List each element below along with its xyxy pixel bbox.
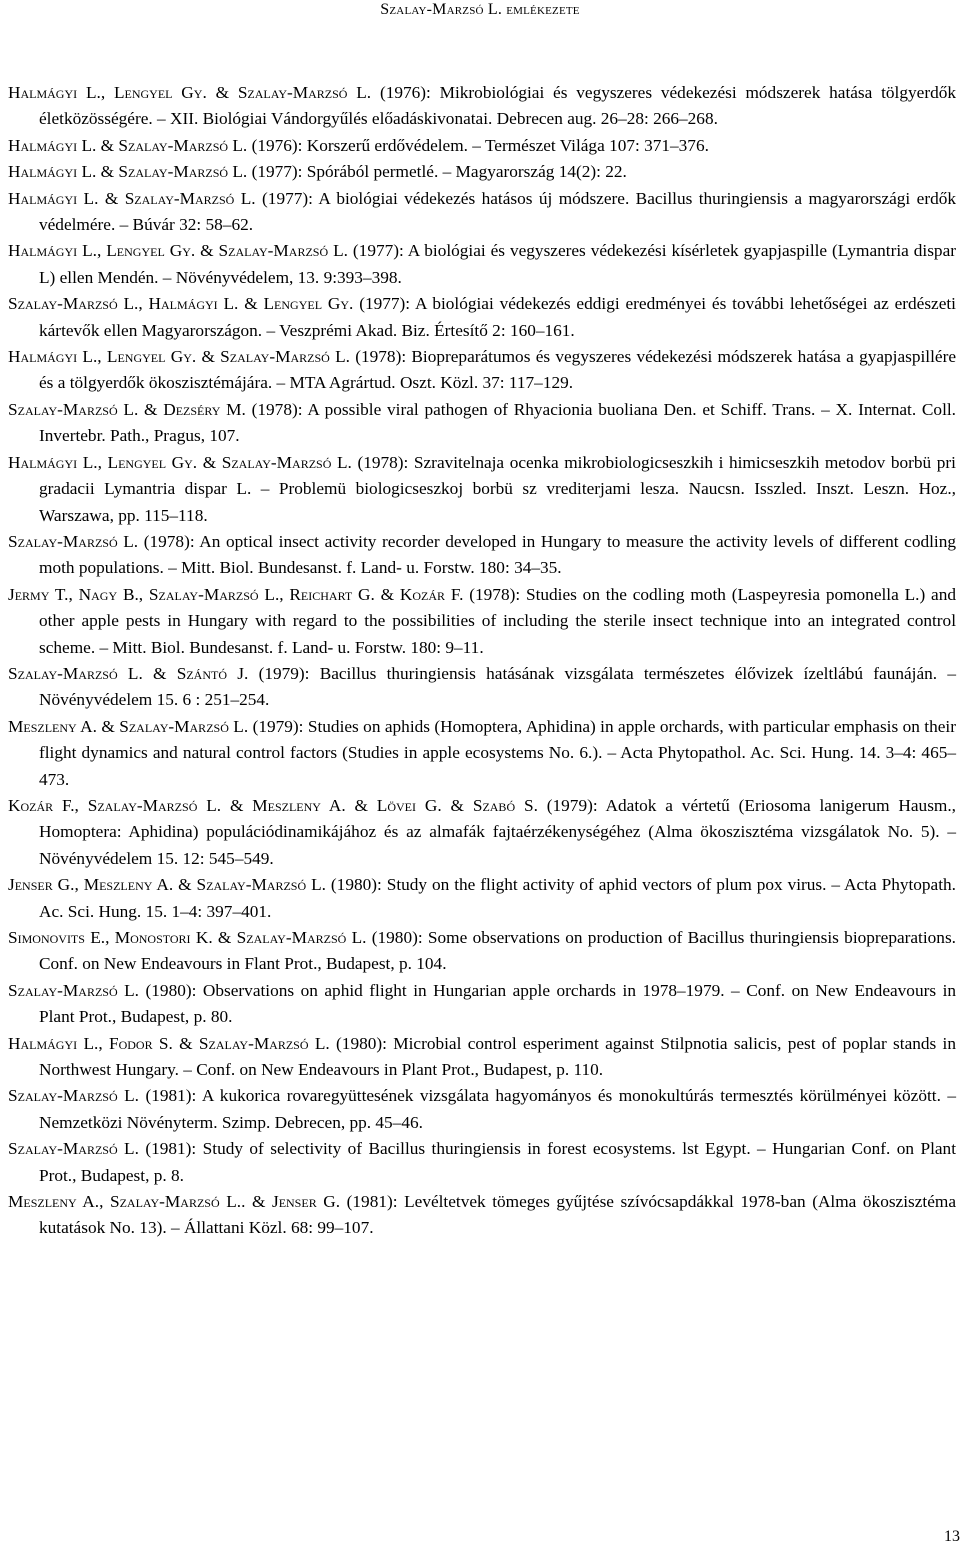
reference-text: (1981): A kukorica rovaregyüttesének vizsgálata hagyományos és monokultúrás termesztés körülményei között. – Nemzetközi Növényterm. Szimp. Debrecen, pp. 45–46. [39,1086,957,1132]
reference-authors: Jermy T., Nagy B., Szalay-Marzsó L., Reichart G. & Kozár F. [8,584,464,604]
reference-text: (1978): An optical insect activity recorder developed in Hungary to measure the activity levels of different codling moth populations. – Mitt. Biol. Bundesanst. f. Land- u. Forstw. 180: 34–35. [39,531,956,578]
reference-text: (1980): Observations on aphid flight in Hungarian apple orchards in 1978–1979. – Conf. on New Endeavours in Plant Prot., Budapest, p. 80. [39,980,957,1027]
reference-text: (1978): Biopreparátumos és vegyszeres védekezési módszerek hatása a gyapjaspillére és a tölgyerdők ökoszisztémájára. – MTA Agrártud. Oszt. Közl. 37: 117–129. [39,347,956,393]
reference-authors: Simonovits E., Monostori K. & Szalay-Marzsó L. [8,928,367,947]
reference-authors: Szalay-Marzsó L. [8,1086,139,1106]
reference-text: (1980): Some observations on production of Bacillus thuringiensis biopreparations. Conf. on New Endeavours in Flant Prot., Budapest, p. 104. [39,928,956,974]
reference-authors: Halmágyi L. & Szalay-Marzsó L. [8,188,256,208]
reference-list [8,80,956,1242]
reference-entry [8,1189,956,1242]
reference-text: (1979): Studies on aphids (Homoptera, Aphidina) in apple orchards, with particular emphasis on their flight dynamics and natural control factors (Studies in apple ecosystems No. 6.). – Acta Phytopathol. Ac. Sci. Hung. 14. 3–4: 465–473. [39,716,956,789]
reference-entry [8,186,956,239]
reference-entry [8,450,956,529]
reference-authors: Halmágyi L., Lengyel Gy. & Szalay-Marzsó L. [8,83,372,102]
reference-text: (1979): Adatok a vértetű (Eriosoma lanigerum Hausm., Homoptera: Aphidina) populációdinamikájához és az almafák fajtaérzékenységéhez (Alma ökoszisztéma vizsgálatok No. 5). – Növényvédelem 15. 12: 545–549. [39,795,956,868]
reference-authors: Meszleny A., Szalay-Marzsó L.. & Jenser G. [8,1192,341,1212]
reference-text: (1978): Studies on the codling moth (Laspeyresia pomonella L.) and other apple pests in Hungary with regard to the possibilities of including the sterile insect technique into an integrated control scheme. – Mitt. Biol. Bundesanst. f. Land- u. Forstw. 180: 9–11. [39,584,956,657]
reference-text: (1978): A possible viral pathogen of Rhyacionia buoliana Den. et Schiff. Trans. – X. Internat. Coll. Invertebr. Path., Pragus, 107. [39,399,956,446]
reference-authors: Szalay-Marzsó L. & Szántó J. [8,663,249,683]
reference-authors: Meszleny A. & Szalay-Marzsó L. [8,716,249,736]
reference-entry [8,1083,956,1136]
reference-entry [8,925,956,978]
reference-entry [8,344,956,397]
reference-text: (1977): A biológiai védekezés eddigi eredményei és további lehetőségei az erdészeti kártevők ellen Magyarországon. – Veszprémi Akad. Biz. Értesítő 2: 160–161. [39,294,956,340]
reference-authors: Halmágyi L. & Szalay-Marzsó L. [8,135,248,155]
reference-authors: Halmágyi L. & Szalay-Marzsó L. [8,162,248,182]
reference-text: (1977): A biológiai védekezés hatásos új módszere. Bacillus thuringiensis a magyarországi erdők védelmére. – Búvár 32: 58–62. [39,188,956,235]
running-head: Szalay-Marzsó L. emlékezete [380,1,580,18]
reference-authors: Szalay-Marzsó L. & Dezséry M. [8,399,246,419]
reference-authors: Szalay-Marzsó L. [8,1139,139,1159]
reference-authors: Szalay-Marzsó L. [8,980,140,1000]
reference-text: (1979): Bacillus thuringiensis hatásának vizsgálata természetes élővizek ízeltlábú faunáján. – Növényvédelem 15. 6 : 251–254. [39,663,956,710]
reference-text: (1976): Mikrobiológiai és vegyszeres védekezési módszerek hatása tölgyerdők életközösségére. – XII. Biológiai Vándorgyűlés előadáskivonatai. Debrecen aug. 26–28: 266–268. [39,83,956,129]
reference-text: (1980): Study on the flight activity of aphid vectors of plum pox virus. – Acta Phytopath. Ac. Sci. Hung. 15. 1–4: 397–401. [39,875,956,921]
reference-text: (1977): A biológiai és vegyszeres védekezési kísérletek gyapjaspille (Lymantria dispar L) ellen Mendén. – Növényvédelem, 13. 9:393–398. [39,241,956,287]
reference-text: (1981): Study of selectivity of Bacillus thuringiensis in forest ecosystems. lst Egypt. – Hungarian Conf. on Plant Prot., Budapest, p. 8. [39,1139,956,1185]
reference-text: (1977): Spórából permetlé. – Magyarország 14(2): 22. [251,162,627,182]
reference-authors: Halmágyi L., Lengyel Gy. & Szalay-Marzsó L. [8,241,348,261]
reference-entry [8,397,956,450]
reference-authors: Szalay-Marzsó L. [8,531,139,551]
reference-entry [8,133,956,159]
reference-entry [8,582,956,661]
reference-text: (1976): Korszerű erdővédelem. – Természet Világa 107: 371–376. [251,135,709,155]
reference-authors: Halmágyi L., Fodor S. & Szalay-Marzsó L. [8,1033,330,1053]
reference-authors: Halmágyi L., Lengyel Gy. & Szalay-Marzsó L. [8,452,352,472]
reference-text: (1981): Levéltetvek tömeges gyűjtése szívócsapdákkal 1978-ban (Alma ökoszisztéma kutatások No. 13). – Állattani Közl. 68: 99–107. [39,1192,957,1238]
reference-authors: Jenser G., Meszleny A. & Szalay-Marzsó L. [8,875,326,895]
reference-entry [8,291,956,344]
reference-entry [8,1136,956,1189]
reference-entry [8,793,956,872]
reference-text: (1980): Microbial control esperiment against Stilpnotia salicis, pest of poplar stands in Northwest Hungary. – Conf. on New Endeavours in Plant Prot., Budapest, p. 110. [39,1033,956,1080]
reference-entry [8,1031,956,1084]
reference-authors: Kozár F., Szalay-Marzsó L. & Meszleny A. & Lövei G. & Szabó S. [8,795,538,815]
reference-entry [8,238,956,291]
reference-entry [8,529,956,582]
reference-entry [8,159,956,185]
reference-entry [8,978,956,1031]
reference-entry [8,872,956,925]
reference-entry [8,80,956,133]
reference-entry [8,661,956,714]
reference-entry [8,714,956,793]
reference-authors: Szalay-Marzsó L., Halmágyi L. & Lengyel Gy. [8,294,354,314]
reference-authors: Halmágyi L., Lengyel Gy. & Szalay-Marzsó L. [8,347,350,367]
page-number: 13 [944,1528,960,1545]
reference-text: (1978): Szravitelnaja ocenka mikrobiologicseszkih i himicseszkih metodov borbü pri gradacii Lymantria dispar L. – Problemü biologicseszkoj borbü sz vrediterjami lesza. Naucsn. Isszled. Inszt. Leszn. Hoz., Warszawa, pp. 115–118. [39,452,956,525]
